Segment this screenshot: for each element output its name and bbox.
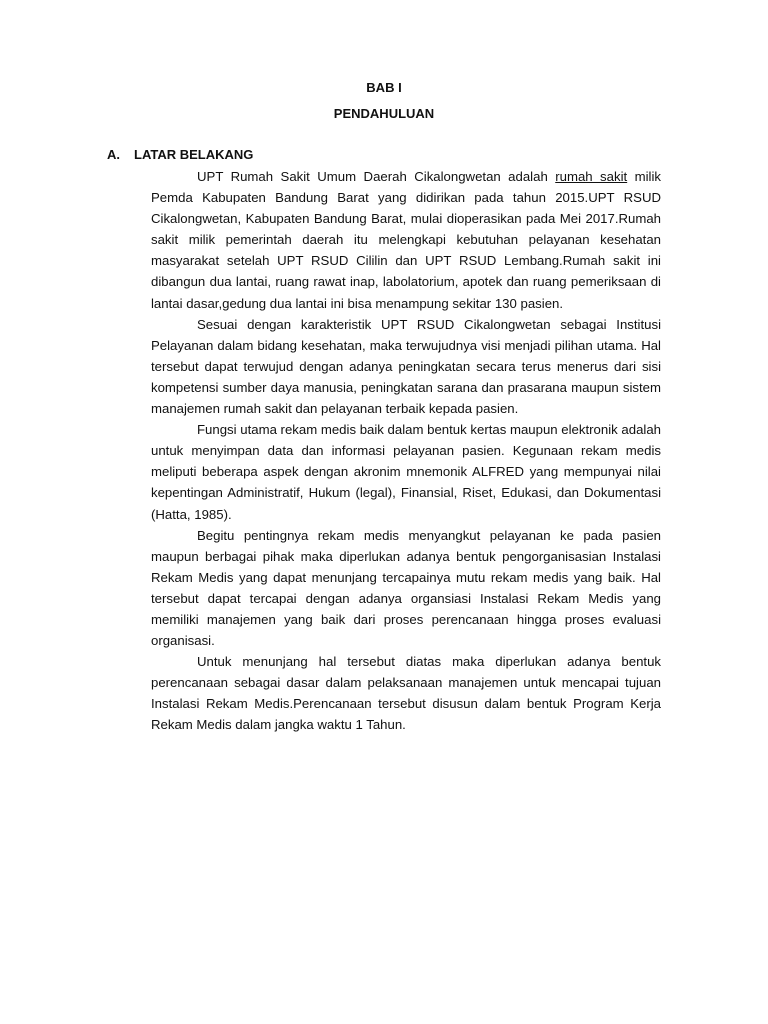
paragraph: Sesuai dengan karakteristik UPT RSUD Cikalongwetan sebagai Institusi Pelayanan dalam bidang kesehatan, maka terwujudnya visi menjadi pilihan utama. Hal tersebut dapat terwujud dengan adanya peningkatan secara terus menerus dari sisi kompetensi sumber daya manusia, peningkatan sarana dan prasarana maupun sistem manajemen rumah sakit dan pelayanan terbaik kepada pasien.	[151, 316, 661, 417]
paragraph	[151, 166, 661, 314]
chapter-number: BAB I	[366, 80, 402, 95]
paragraph-text: milik Pemda Kabupaten Bandung Barat yang didirikan pada tahun 2015.UPT RSUD Cikalongwetan, Kabupaten Bandung Barat, mulai dioperasikan pada Mei 2017.Rumah sakit milik pemerintah daerah itu melengkapi kebutuhan pelayanan kesehatan masyarakat setelah UPT RSUD Cililin dan UPT RSUD Lembang.Rumah sakit ini dibangun dua lantai, ruang rawat inap, labolatorium, apotek dan ruang pemeriksaan di lantai dasar,gedung dua lantai ini bisa menampung sekitar 130 pasien.	[151, 169, 661, 311]
section-title: LATAR BELAKANG	[134, 147, 254, 162]
paragraph: Begitu pentingnya rekam medis menyangkut pelayanan ke pada pasien maupun berbagai pihak maka diperlukan adanya bentuk pengorganisasian Instalasi Rekam Medis yang dapat menunjang tercapainya mutu rekam medis yang baik. Hal tersebut dapat tercapai dengan adanya organsiasi Instalasi Rekam Medis yang memiliki manajemen yang baik dari proses perencanaan hingga proses evaluasi organisasi.	[151, 527, 661, 649]
section-heading	[107, 147, 253, 163]
section-number: A.	[107, 147, 120, 162]
chapter-title: PENDAHULUAN	[333, 106, 435, 121]
paragraph: Untuk menunjang hal tersebut diatas maka diperlukan adanya bentuk perencanaan sebagai dasar dalam pelaksanaan manajemen untuk mencapai tujuan Instalasi Rekam Medis.Perencanaan tersebut disusun dalam bentuk Program Kerja Rekam Medis dalam jangka waktu 1 Tahun.	[151, 654, 661, 733]
paragraph-text: UPT Rumah Sakit Umum Daerah Cikalongwetan adalah	[197, 169, 556, 184]
paragraph: Fungsi utama rekam medis baik dalam bentuk kertas maupun elektronik adalah untuk menyimpan data dan informasi pelayanan pasien. Kegunaan rekam medis meliputi beberapa aspek dengan akronim mnemonik ALFRED yang mempunyai nilai kepentingan Administratif, Hukum (legal), Finansial, Riset, Edukasi, dan Dokumentasi (Hatta, 1985).	[151, 422, 662, 522]
body-text	[151, 166, 661, 736]
rumah-sakit-link[interactable]: rumah sakit	[555, 169, 628, 184]
